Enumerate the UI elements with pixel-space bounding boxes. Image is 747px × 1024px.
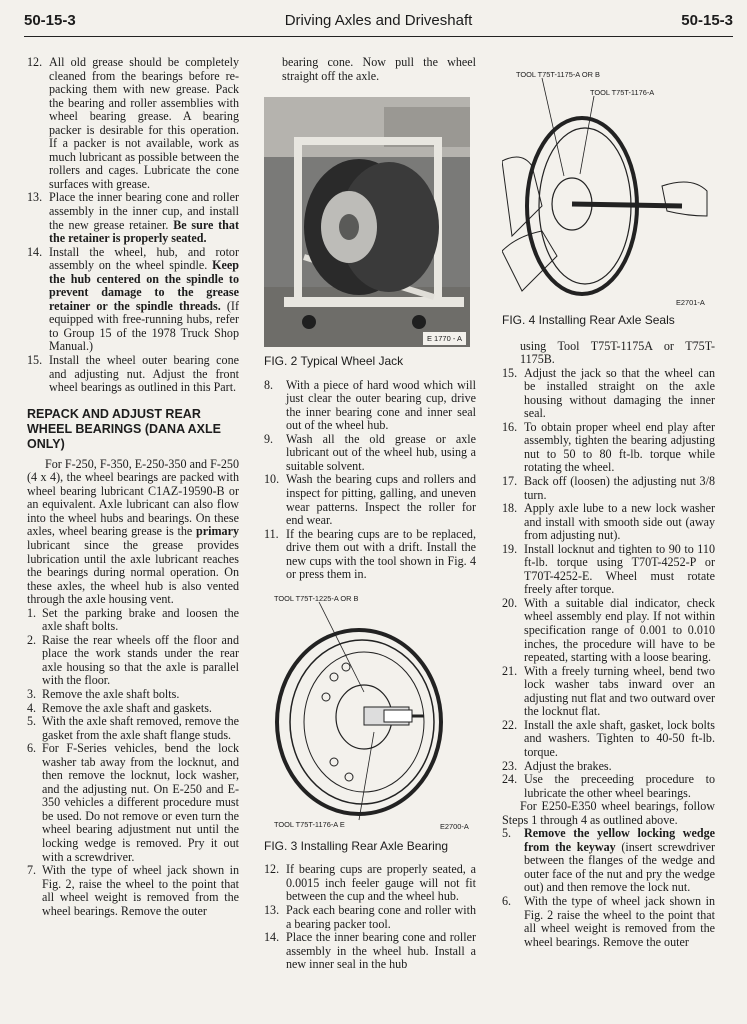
list-item: 13. Pack each bearing cone and roller with a bearing packer tool. [264,903,476,931]
figure-caption: FIG. 3 Installing Rear Axle Bearing [264,838,449,853]
list-item: 23. Adjust the brakes. [502,758,612,773]
list-item: 13. Place the inner bearing cone and roller assembly in the inner cup, and install the new grease retainer. Be sure that the retainer is properly seated. [27,190,239,246]
list-item: 11. If the bearing cups are to be replaced, drive them out with a drift. Install the new cups with the tool shown in Fig. 4 or press them in. [264,526,476,582]
paragraph: bearing cone. Now pull the wheel straight off the axle. [282,55,476,83]
figure-caption: FIG. 4 Installing Rear Axle Seals [502,313,675,327]
list-item: 6. With the type of wheel jack shown in Fig. 2 raise the wheel to the point that all wheel weight is removed from the wheel bearings. Remove the outer [502,893,715,949]
list-item: 21. With a freely turning wheel, bend two lock washer tabs inward over an adjusting nut flat and two outward over the locknut flat. [502,663,715,719]
list-item: 15. Adjust the jack so that the wheel can be installed straight on the axle housing without damaging the inner seal. [502,365,715,421]
wheel-jack-photo [264,97,470,347]
page-header [24,10,733,37]
list-item: 19. Install locknut and tighten to 90 to 110 ft-lb. torque using T70T-4252-P or T70T-4252-E. Wheel must rotate freely after torque. [502,541,715,597]
list-item: 5. Remove the yellow locking wedge from the keyway (insert screwdriver between the flanges of the wedge and outer face of the nut and pry the wedge out) and then remove the lock nut. [502,826,715,895]
wheel-jack-illustration [264,97,470,347]
list-item: 9. Wash all the old grease or axle lubricant out of the wheel hub, using a suitable solvent. [264,431,476,473]
list-item: 14. Place the inner bearing cone and roller assembly in the wheel hub. Install a new inner seal in the hub [264,930,476,972]
list-item: 16. To obtain proper wheel end play after assembly, tighten the bearing adjusting nut to 50 to 80 ft-lb. torque while rotating the wheel. [502,419,715,475]
paragraph: For E250-E350 wheel bearings, follow Steps 1 through 4 as outlined above. [502,799,715,827]
paragraph: For F-250, F-350, E-250-350 and F-250 (4 x 4), the wheel bearings are packed with wheel bearing lubricant C1AZ-19590-B or an equivalent. Axle lubricant can also flow into the wheel hubs and bearings. On these axles, wheel bearing grease is the primary lubricant since the grease provides lubrication until the axle lubricant reaches the bearings during normal operation. On these axles, the wheel hub is also vented through the axle housing vent. [27,456,239,607]
figure-code: E2700-A [440,821,469,831]
list-item: 5. With the axle shaft removed, remove the gasket from the axle shaft flange studs. [27,714,239,742]
list-item: 10. Wash the bearing cups and rollers and inspect for pitting, galling, and uneven wear patterns. Inspect the roller for end wear. [264,472,476,528]
page-title: Driving Axles and Driveshaft [284,12,473,29]
list-item: 3. Remove the axle shaft bolts. [27,686,180,701]
figure-code: E2701-A [676,298,705,307]
tool-label: TOOL T75T-1175-A OR B [516,70,600,79]
list-item: 1. Set the parking brake and loosen the axle shaft bolts. [27,605,239,634]
list-item: 14. Install the wheel, hub, and rotor assembly on the wheel spindle. Keep the hub centered on the spindle to prevent damage to the grease retainer or the spindle threads. (If equipped with free-running hubs, refer to Group 15 of the 1978 Truck Shop Manual.) [27,244,239,354]
paragraph: using Tool T75T-1175A or T75T-1175B. [520,338,715,367]
column-1 [27,56,239,918]
list-item: 2. Raise the rear wheels off the floor and place the work stands under the rear axle housing so that the axle is parallel with the floor. [27,632,239,688]
figure-caption: FIG. 2 Typical Wheel Jack [264,354,404,369]
tool-label: TOOL T75T-1176-A [590,88,655,97]
list-item: 18. Apply axle lube to a new lock washer and install with smooth side out (away from adjusting nut). [502,501,715,543]
tool-label: TOOL T75T-1225-A OR B [274,593,359,603]
tool-label: TOOL T75T-1176-A E [274,819,345,829]
column-3 [502,56,715,949]
figure-wheel-jack [264,97,476,347]
list-item: 24. Use the preceeding procedure to lubricate the other wheel bearings. [502,772,715,800]
list-item: 4. Remove the axle shaft and gaskets. [27,700,212,715]
list-item: 12. If bearing cups are properly seated, a 0.0015 inch feeler gauge will not fit between the cup and the wheel hub. [264,862,476,904]
list-item: 20. With a suitable dial indicator, check wheel assembly end play. If not within specification range of 0.001 to 0.010 inches, the procedure will have to be repeated, starting with a loose bearing. [502,595,715,665]
column-2 [264,56,476,972]
figure-code: E 1770 - A [423,332,466,346]
list-item: 17. Back off (loosen) the adjusting nut 3/8 turn. [502,474,715,502]
rear-axle-seals-illustration [502,66,715,306]
list-item: 15. Install the wheel outer bearing cone and adjusting nut. Adjust the front wheel bearings as outlined in this Part. [27,353,239,395]
section-heading: REPACK AND ADJUST REAR WHEEL BEARINGS (DANA AXLE ONLY) [27,406,221,451]
list-item: 8. With a piece of hard wood which will just clear the outer bearing cup, drive the inner bearing cone and inner seal out of the wheel hub. [264,377,476,433]
figure-rear-axle-bearing [264,592,476,832]
list-item: 7. With the type of wheel jack shown in Fig. 2, raise the wheel to the point that all wheel weight is removed from the wheel bearings. Remove the outer [27,863,239,918]
page-number-left: 50-15-3 [24,12,76,29]
page-number-right: 50-15-3 [681,12,733,29]
list-item: 6. For F-Series vehicles, bend the lock washer tab away from the locknut, and then remove the locknut, lock washer, and the adjusting nut. On E-250 and E-350 vehicles a different procedure must be used. Do not remove or even turn the wheel bearing adjustment nut until the locking wedge is removed. Pry it out with a screwdriver. [27,741,239,864]
rear-axle-bearing-illustration [264,592,476,832]
figure-rear-axle-seals [502,66,715,306]
list-item: 22. Install the axle shaft, gasket, lock bolts and washers. Tighten to 40-50 ft-lb. torque. [502,717,715,759]
list-item: 12. All old grease should be completely cleaned from the bearings before re-packing them with new grease. Pack the bearing and roller assemblies with wheel bearing grease. A bearing packer is desirable for this operation. If a packer is not available, work as much lubricant as possible between the rollers and cages. Lubricate the cone surfaces with grease. [27,55,239,191]
